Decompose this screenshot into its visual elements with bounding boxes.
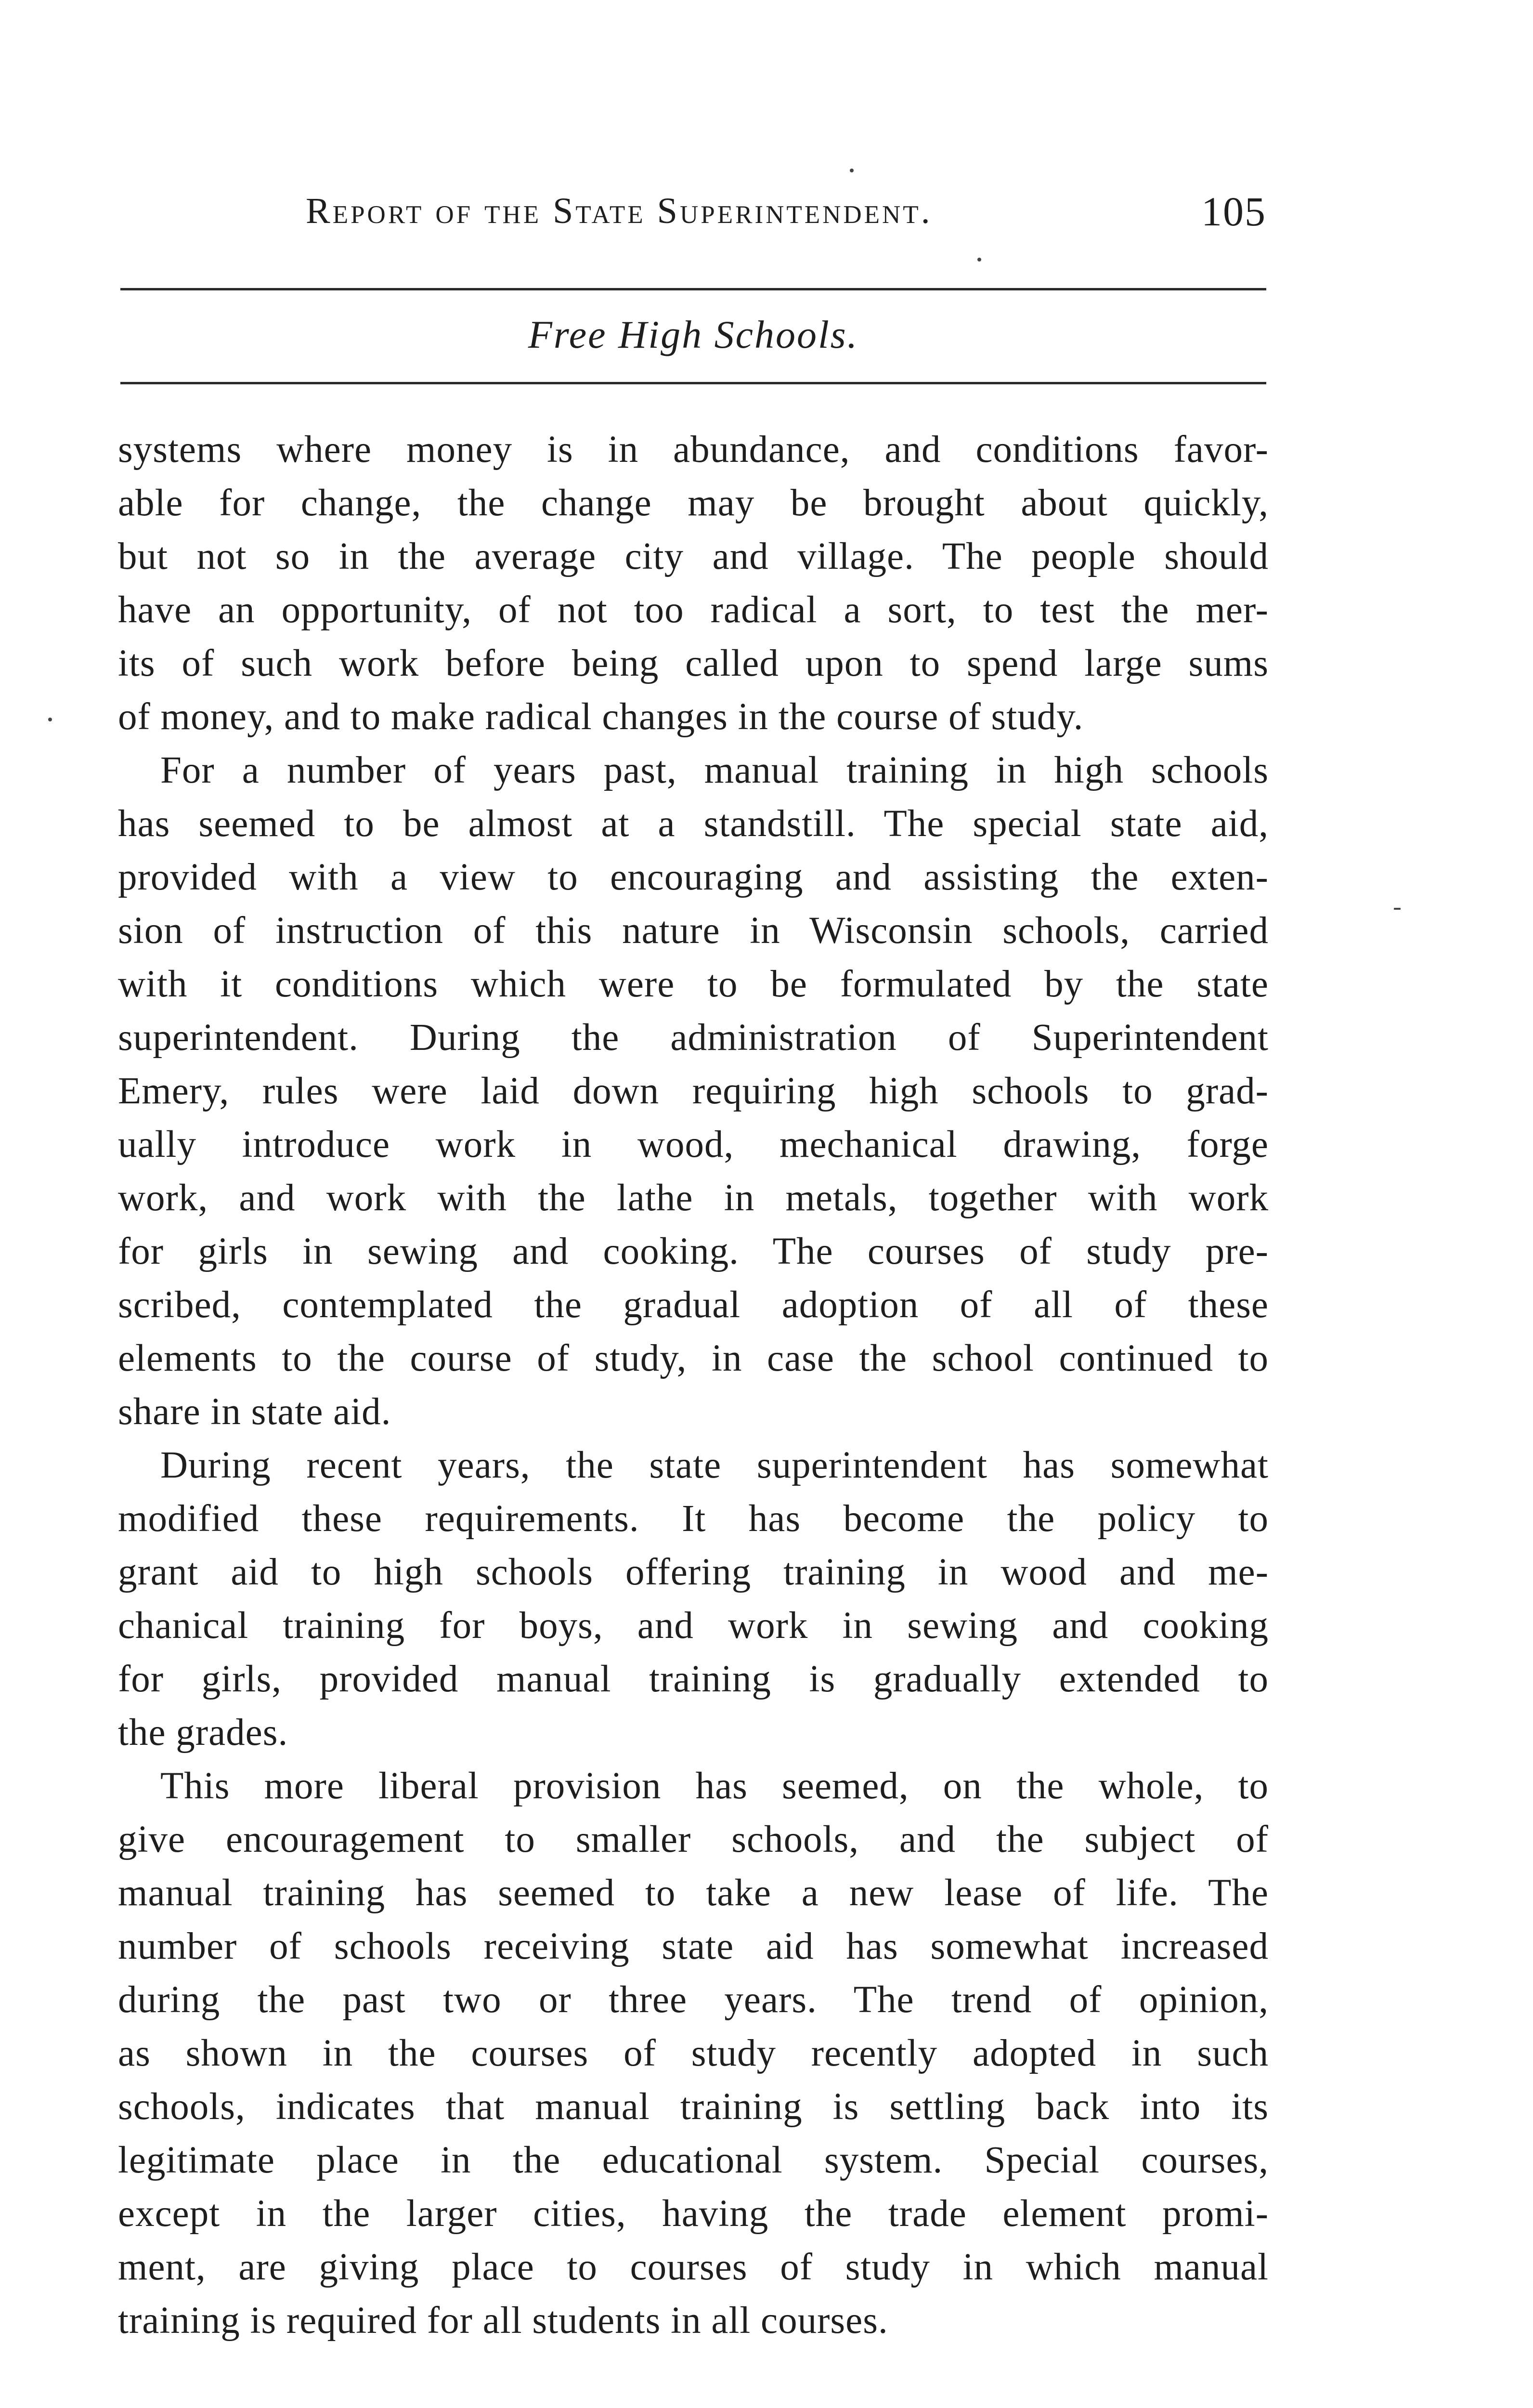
running-head xyxy=(120,190,1266,248)
text-line: have an opportunity, of not too radical a sort, to test the mer- xyxy=(118,589,1269,631)
body-text xyxy=(118,423,1269,2347)
header-rule-top xyxy=(120,288,1266,290)
text-line: ment, are giving place to courses of study in which manual xyxy=(118,2246,1269,2288)
text-line: provided with a view to encouraging and assisting the exten- xyxy=(118,856,1269,898)
text-line: able for change, the change may be brought about quickly, xyxy=(118,482,1269,524)
section-title: Free High Schools. xyxy=(528,313,859,356)
text-line: systems where money is in abundance, and conditions favor- xyxy=(118,429,1269,471)
text-line: has seemed to be almost at a standstill. The special state aid, xyxy=(118,803,1269,845)
text-line: work, and work with the lathe in metals, together with work xyxy=(118,1177,1269,1219)
text-line: This more liberal provision has seemed, on the whole, to xyxy=(160,1765,1269,1807)
text-line: share in state aid. xyxy=(118,1391,391,1433)
text-line: but not so in the average city and village. The people should xyxy=(118,536,1269,577)
print-speck xyxy=(48,718,52,721)
text-line: grant aid to high schools offering training in wood and me- xyxy=(118,1551,1269,1593)
text-line: For a number of years past, manual training in high schools xyxy=(160,749,1269,791)
text-line: its of such work before being called upon to spend large sums xyxy=(118,642,1269,684)
text-line: elements to the course of study, in case the school continued to xyxy=(118,1337,1269,1379)
text-line: except in the larger cities, having the trade element promi- xyxy=(118,2193,1269,2235)
text-line: legitimate place in the educational system. Special courses, xyxy=(118,2139,1269,2181)
text-line: Emery, rules were laid down requiring high schools to grad- xyxy=(118,1070,1269,1112)
text-line: with it conditions which were to be formulated by the state xyxy=(118,963,1269,1005)
running-title: Report of the State Superintendent. xyxy=(306,191,933,231)
text-line: sion of instruction of this nature in Wisconsin schools, carried xyxy=(118,910,1269,952)
page-number: 105 xyxy=(1201,188,1266,235)
text-line: during the past two or three years. The trend of opinion, xyxy=(118,1979,1269,2021)
text-line: scribed, contemplated the gradual adoption of all of these xyxy=(118,1284,1269,1326)
text-line: ually introduce work in wood, mechanical drawing, forge xyxy=(118,1124,1269,1165)
text-line: number of schools receiving state aid has somewhat increased xyxy=(118,1925,1269,1967)
print-speck xyxy=(850,169,854,172)
text-line: manual training has seemed to take a new lease of life. The xyxy=(118,1872,1269,1914)
text-line: give encouragement to smaller schools, and the subject of xyxy=(118,1819,1269,1860)
text-line: superintendent. During the administration of Superintendent xyxy=(118,1017,1269,1059)
text-line: chanical training for boys, and work in sewing and cooking xyxy=(118,1605,1269,1647)
text-line: for girls in sewing and cooking. The courses of study pre- xyxy=(118,1230,1269,1272)
text-line: schools, indicates that manual training is settling back into its xyxy=(118,2086,1269,2128)
text-line: of money, and to make radical changes in the course of study. xyxy=(118,696,1084,738)
print-speck xyxy=(977,258,981,262)
text-line: modified these requirements. It has become the policy to xyxy=(118,1498,1269,1540)
text-line: the grades. xyxy=(118,1712,288,1754)
text-line: as shown in the courses of study recently adopted in such xyxy=(118,2032,1269,2074)
header-rule-bottom xyxy=(120,382,1266,384)
text-line: During recent years, the state superintendent has somewhat xyxy=(160,1444,1269,1486)
print-speck xyxy=(1394,908,1401,910)
text-line: training is required for all students in all courses. xyxy=(118,2300,888,2342)
text-line: for girls, provided manual training is gradually extended to xyxy=(118,1658,1269,1700)
